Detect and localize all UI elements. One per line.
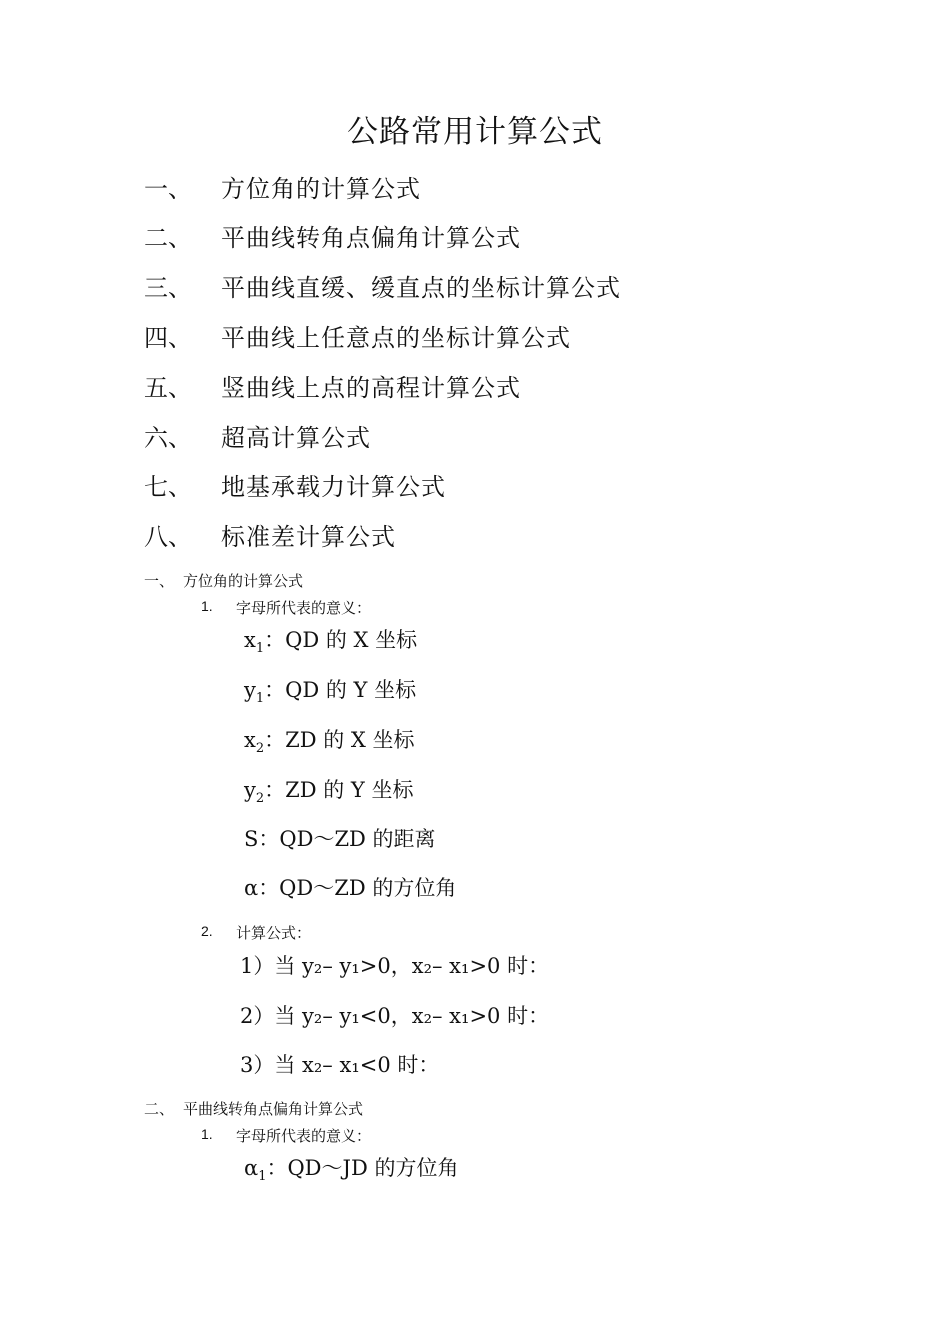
variable-description: ：QD～JD 的方位角 <box>266 1156 459 1180</box>
toc-item-number: 八、 <box>144 523 192 551</box>
variable-subscript: 1 <box>258 1169 267 1184</box>
toc-item-text: 标准差计算公式 <box>221 523 396 551</box>
toc-item-number: 一、 <box>144 175 192 203</box>
subsection-number: 1. <box>201 1126 213 1142</box>
variable-description: ：QD～ZD 的方位角 <box>258 876 457 900</box>
variable-symbol: y <box>244 778 256 802</box>
section-heading: 平曲线转角点偏角计算公式 <box>183 1100 364 1118</box>
formula-condition <box>240 1000 549 1030</box>
variable-description: ：ZD 的 X 坐标 <box>264 728 415 752</box>
section-number: 二、 <box>144 1100 175 1118</box>
page-title: 公路常用计算公式 <box>347 114 603 150</box>
toc-item-text: 平曲线转角点偏角计算公式 <box>221 224 521 252</box>
toc-item-number: 七、 <box>144 473 192 501</box>
variable-description: ：QD 的 X 坐标 <box>264 628 418 652</box>
formula-condition <box>240 950 549 980</box>
toc-item-number: 二、 <box>144 224 192 252</box>
toc-item-number: 五、 <box>144 374 192 402</box>
toc-item-text: 竖曲线上点的高程计算公式 <box>221 374 521 402</box>
subsection-heading: 字母所代表的意义： <box>236 600 372 617</box>
subsection-heading: 字母所代表的意义： <box>236 1128 372 1145</box>
toc-item-text: 地基承载力计算公式 <box>221 473 446 501</box>
variable-description: ：QD 的 Y 坐标 <box>264 678 417 702</box>
formula-prefix: 3）当 <box>240 1053 303 1077</box>
variable-symbol: x <box>244 728 256 752</box>
variable-description: ：QD～ZD 的距离 <box>258 827 436 851</box>
variable-definition <box>244 1152 458 1182</box>
variable-subscript: 2 <box>255 791 265 806</box>
variable-subscript: 2 <box>255 741 265 756</box>
subsection-number: 1. <box>201 598 213 614</box>
toc-item-text: 平曲线直缓、缓直点的坐标计算公式 <box>221 274 621 302</box>
variable-definition <box>244 872 456 902</box>
subsection-heading: 计算公式： <box>236 925 312 942</box>
variable-symbol: y <box>244 678 256 702</box>
toc-item-number: 四、 <box>144 324 192 352</box>
section-heading: 方位角的计算公式 <box>183 572 304 590</box>
variable-symbol: α <box>244 876 259 900</box>
formula-condition-1: y₂– y₁>0， <box>302 954 412 978</box>
formula-condition-1: x₂– x₁<0 时： <box>302 1053 440 1077</box>
subsection-number: 2. <box>201 923 213 939</box>
variable-subscript: 1 <box>255 691 265 706</box>
formula-prefix: 1）当 <box>240 954 303 978</box>
variable-definition <box>244 674 416 704</box>
variable-symbol: x <box>244 628 256 652</box>
variable-description: ：ZD 的 Y 坐标 <box>264 778 414 802</box>
variable-definition <box>244 823 436 853</box>
section-number: 一、 <box>144 572 175 590</box>
variable-definition <box>244 774 413 804</box>
formula-condition-2: x₂– x₁>0 时： <box>411 954 550 978</box>
formula-condition-2: x₂– x₁>0 时： <box>411 1004 550 1028</box>
formula-condition <box>240 1049 439 1079</box>
toc-item-text: 超高计算公式 <box>221 424 371 452</box>
formula-condition-1: y₂– y₁<0， <box>302 1004 412 1028</box>
toc-item-number: 三、 <box>144 274 192 302</box>
variable-definition <box>244 724 415 754</box>
variable-symbol: α <box>244 1156 259 1180</box>
variable-symbol: S <box>244 827 259 851</box>
variable-definition <box>244 624 417 654</box>
variable-subscript: 1 <box>255 641 265 656</box>
toc-item-text: 平曲线上任意点的坐标计算公式 <box>221 324 571 352</box>
formula-prefix: 2）当 <box>240 1004 303 1028</box>
toc-item-number: 六、 <box>144 424 192 452</box>
toc-item-text: 方位角的计算公式 <box>221 175 421 203</box>
